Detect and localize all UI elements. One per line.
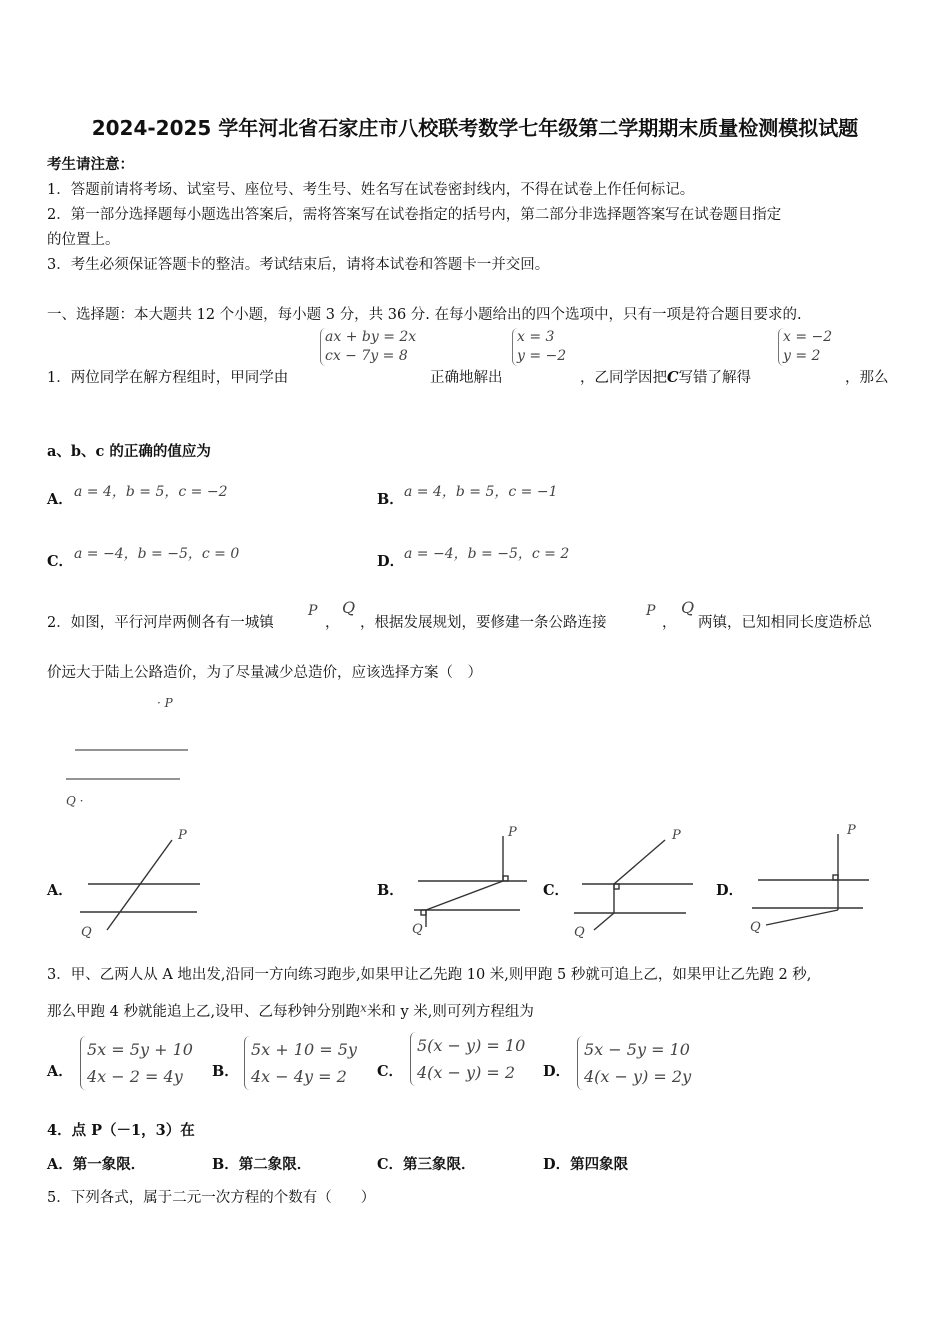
- q2-figure-b: [414, 836, 527, 927]
- q1-text-1: 1．两位同学在解方程组时，甲同学由: [47, 370, 289, 386]
- notice-item-1: 1．答题前请将考场、试室号、座位号、考生号、姓名写在试卷密封线内，不得在试卷上作任何标记。: [47, 182, 695, 198]
- q3-option-d[interactable]: 5x − 5y = 10 4(x − y) = 2y: [577, 1036, 691, 1090]
- q1-text-2: 正确地解出: [430, 370, 503, 386]
- q2-var-q: Q: [342, 598, 356, 617]
- notice-item-2-cont: 的位置上。: [47, 232, 120, 248]
- q3-option-b[interactable]: 5x + 10 = 5y 4x − 4y = 2: [244, 1036, 357, 1090]
- section-heading: 一、选择题：本大题共 12 个小题，每小题 3 分，共 36 分. 在每小题给出的四个选项中，只有一项是符合题目要求的.: [47, 307, 802, 323]
- q1-text-4: ，那么: [845, 370, 889, 386]
- q2-text-1: 2．如图，平行河岸两侧各有一城镇: [47, 615, 274, 631]
- q5-stem: 5．下列各式，属于二元一次方程的个数有（ ）: [47, 1190, 376, 1206]
- q2-option-b-label[interactable]: B．: [377, 882, 404, 899]
- q1-option-d[interactable]: a = −4，b = −5，c = 2: [404, 546, 570, 562]
- q1-equation-2: cx − 7y = 8: [325, 348, 408, 364]
- q1-text-3: ，乙同学因把C写错了解得: [580, 369, 752, 386]
- page-title: 2024-2025 学年河北省石家庄市八校联考数学七年级第二学期期末质量检测模拟试题: [91, 116, 859, 140]
- q3-text-1: 3．甲、乙两人从 A 地出发,沿同一方向练习跑步,如果甲让乙先跑 10 米,则甲跑 5 秒就可追上乙，如果甲让乙先跑 2 秒,: [47, 967, 812, 983]
- q2-question: 价远大于陆上公路造价，为了尽量减少总造价，应该选择方案（ ）: [47, 665, 482, 681]
- q4-option-a[interactable]: A．第一象限．: [47, 1156, 146, 1173]
- q4-option-c[interactable]: C．第三象限．: [377, 1156, 476, 1173]
- q1-option-a[interactable]: a = 4，b = 5，c = −2: [74, 484, 228, 500]
- q2-option-c-label[interactable]: C．: [543, 882, 570, 899]
- q4-option-d[interactable]: D．第四象限: [543, 1156, 629, 1173]
- q2-figure-d: [752, 834, 869, 925]
- q1-option-a-label[interactable]: A．: [47, 491, 73, 508]
- q2-figure-c: [574, 840, 693, 930]
- q1-solution-correct: x = 3 y = −2: [512, 328, 566, 366]
- q2-var-p-2: P: [646, 603, 656, 619]
- q1-question: a、b、c 的正确的值应为: [47, 443, 211, 460]
- q2-text-2: ，根据发展规划，要修建一条公路连接: [360, 615, 607, 631]
- q3-option-d-label[interactable]: D．: [543, 1063, 571, 1080]
- q4-option-b[interactable]: B．第二象限．: [212, 1156, 312, 1173]
- q2-main-figure: [66, 750, 188, 779]
- q3-option-a[interactable]: 5x = 5y + 10 4x − 2 = 4y: [80, 1036, 193, 1090]
- notice-item-3: 3．考生必须保证答题卡的整洁。考试结束后，请将本试卷和答题卡一并交回。: [47, 257, 550, 273]
- q2-var-p: P: [308, 603, 318, 619]
- q2-var-q-2: Q: [681, 598, 695, 617]
- q3-text-2: 那么甲跑 4 秒就能追上乙,设甲、乙每秒钟分别跑$^x$米和 y 米,则可列方程组为: [47, 1001, 534, 1020]
- q1-equation-1: ax + by = 2x: [325, 329, 417, 345]
- q2-fig-label-p: · P: [157, 696, 173, 710]
- q3-option-c-label[interactable]: C．: [377, 1063, 404, 1080]
- q1-option-c-label[interactable]: C．: [47, 553, 74, 570]
- q1-option-c[interactable]: a = −4，b = −5，c = 0: [74, 546, 240, 562]
- q1-option-b-label[interactable]: B．: [377, 491, 404, 508]
- notice-item-2: 2．第一部分选择题每小题选出答案后，需将答案写在试卷指定的括号内，第二部分非选择题答案写在试卷题目指定: [47, 207, 782, 223]
- q2-option-d-label[interactable]: D．: [716, 882, 744, 899]
- q1-option-d-label[interactable]: D．: [377, 553, 405, 570]
- q1-solution-wrong: x = −2 y = 2: [778, 328, 832, 366]
- q2-figure-a: [80, 840, 200, 930]
- q1-option-b[interactable]: a = 4，b = 5，c = −1: [404, 484, 558, 500]
- q2-text-3: 两镇，已知相同长度造桥总: [698, 615, 872, 631]
- q3-option-c[interactable]: 5(x − y) = 10 4(x − y) = 2: [410, 1032, 525, 1086]
- q3-option-b-label[interactable]: B．: [212, 1063, 239, 1080]
- q2-fig-label-q: Q ·: [66, 794, 84, 808]
- q3-option-a-label[interactable]: A．: [47, 1063, 73, 1080]
- q2-option-a-label[interactable]: A．: [47, 882, 73, 899]
- notice-heading: 考生请注意：: [47, 156, 134, 173]
- q4-stem: 4．点 P（－1，3）在: [47, 1122, 195, 1139]
